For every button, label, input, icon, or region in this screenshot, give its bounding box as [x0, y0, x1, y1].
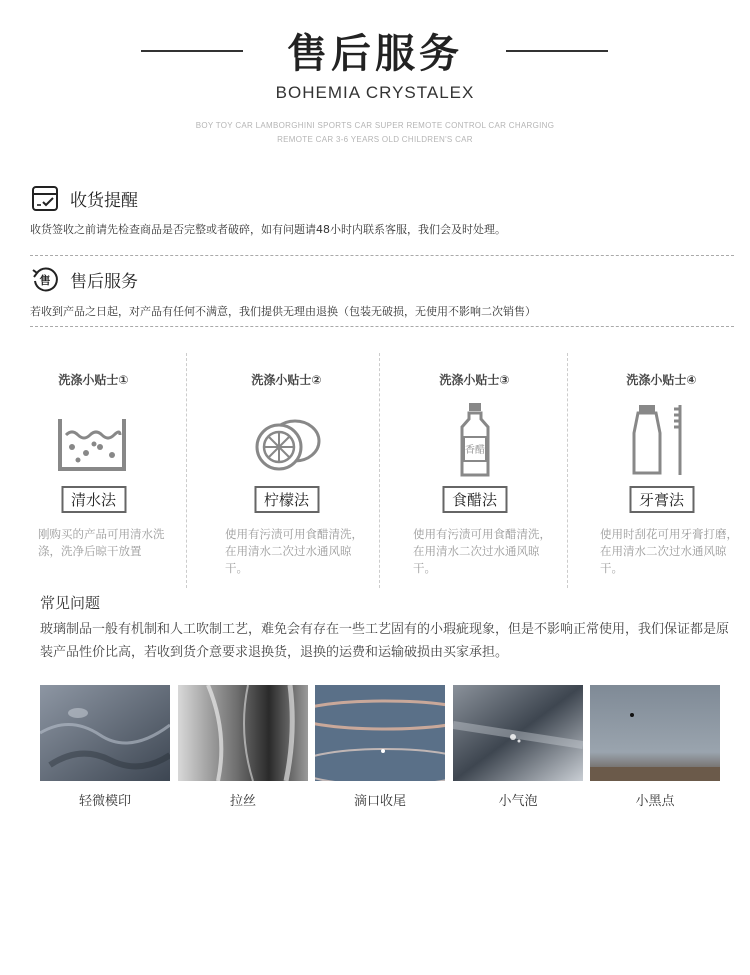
after-sales-refresh-icon — [30, 264, 60, 294]
tip-method-badge: 牙膏法 — [629, 486, 694, 513]
faq-text: 玻璃制品一般有机制和人工吹制工艺，难免会有存在一些工艺固有的小瑕疵现象，但是不影响正常使用，我们保证都是原装产品性价比高，若收到货介意要求退换货，退换的运费和运输破损由买家承担。 — [40, 622, 730, 660]
aftersales-title: 售后服务 — [70, 271, 138, 292]
divider — [30, 255, 734, 256]
defect-caption: 轻微模印 — [78, 794, 131, 809]
tip-method-badge: 食醋法 — [442, 486, 507, 513]
delivery-box-check-icon — [30, 183, 60, 213]
lemon-icon — [247, 403, 327, 481]
after-sales-icon-glyph: 售 — [39, 274, 51, 287]
faq-title: 常见问题 — [40, 594, 101, 612]
tagline — [0, 119, 750, 147]
tip-card — [568, 353, 750, 588]
small-bubble-photo — [453, 685, 583, 781]
receipt-title: 收货提醒 — [70, 190, 138, 211]
tip-title: 洗涤小贴士② — [251, 373, 322, 387]
title-right-rule — [506, 50, 608, 52]
divider — [30, 326, 734, 327]
receipt-text: 收货签收之前请先检查商品是否完整或者破碎，如有问题请48小时内联系客服，我们会及时处理。 — [30, 223, 506, 236]
drip-end-photo — [315, 685, 445, 781]
aftersales-text: 若收到产品之日起，对产品有任何不满意，我们提供无理由退换（包装无破损，无使用不影响二次销售） — [30, 305, 536, 318]
tip-description: 使用有污渍可用食醋清洗，在用清水二次过水通风晾干。 — [225, 527, 363, 575]
aftersales-header — [30, 264, 138, 294]
defect-caption: 拉丝 — [229, 794, 256, 809]
vinegar-bottle-icon — [435, 403, 515, 481]
toothpaste-brush-icon — [622, 403, 702, 481]
bottle-label: 香醋 — [464, 445, 485, 456]
drawn-line-photo — [178, 685, 308, 781]
defect-caption: 小黑点 — [635, 794, 675, 809]
defect-caption: 小气泡 — [498, 794, 538, 809]
tip-description: 使用有污渍可用食醋清洗，在用清水二次过水通风晾干。 — [413, 527, 551, 575]
small-black-dot-photo — [590, 685, 720, 781]
brand-name: BOHEMIA CRYSTALEX — [275, 83, 475, 102]
tip-divider — [186, 353, 187, 588]
mold-mark-photo — [40, 685, 170, 781]
receipt-header — [30, 183, 138, 213]
water-basin-icon — [54, 403, 134, 481]
tip-method-badge: 清水法 — [61, 486, 126, 513]
defect-caption: 滴口收尾 — [353, 794, 406, 809]
tip-divider — [379, 353, 380, 588]
tip-card — [0, 353, 187, 588]
tagline-line-1: BOY TOY CAR LAMBORGHINI SPORTS CAR SUPER REMOTE CONTROL CAR CHARGING — [195, 121, 555, 130]
tagline-line-2: REMOTE CAR 3-6 YEARS OLD CHILDREN'S CAR — [277, 135, 473, 144]
page-title: 售后服务 — [287, 31, 463, 77]
tip-card — [381, 353, 568, 588]
tip-description: 刚购买的产品可用清水洗涤，洗净后晾干放置 — [38, 527, 165, 558]
tip-title: 洗涤小贴士④ — [626, 373, 697, 387]
tip-method-badge: 柠檬法 — [254, 486, 319, 513]
tip-title: 洗涤小贴士① — [58, 373, 129, 387]
washing-tips — [0, 353, 750, 588]
tip-title: 洗涤小贴士③ — [439, 373, 510, 387]
tip-description: 使用时刮花可用牙膏打磨，在用清水二次过水通风晾干。 — [600, 527, 738, 575]
tip-card — [193, 353, 380, 588]
